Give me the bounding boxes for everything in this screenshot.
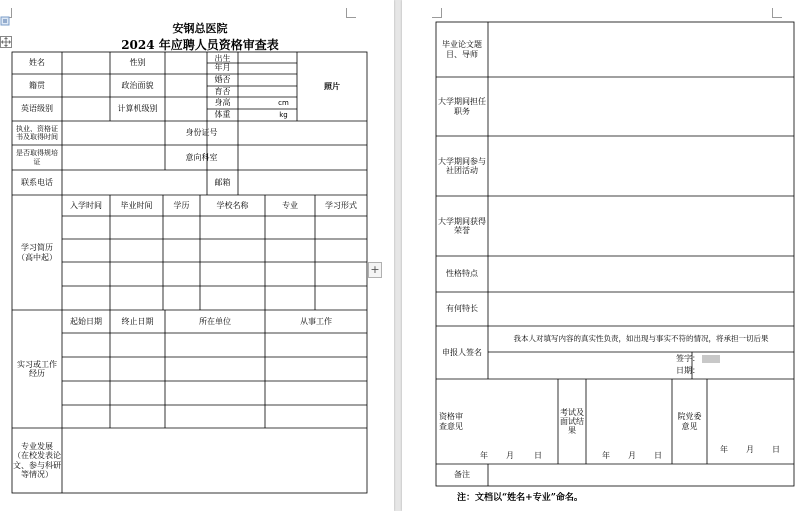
label-college-positions: 大学期间担任 职务 [438,97,486,116]
label-birth: 出生 年月 [214,53,231,72]
label-phone: 联系电话 [21,177,53,187]
work-header-end: 终止日期 [121,316,154,326]
dept-intent-field[interactable] [238,145,367,170]
date-month-2: 月 [628,451,636,461]
date-year-3: 年 [720,445,728,455]
work-header-start: 起始日期 [70,316,102,326]
date-month-1: 月 [506,451,514,461]
club-activities-field[interactable] [488,136,794,196]
date-field[interactable] [702,365,742,377]
label-professional-development: 专业发展 （在校发表论 文、参与科研 等情况） [13,442,61,479]
label-thesis: 毕业论文题 目、导师 [442,40,482,59]
study-header-school: 学校名称 [216,200,249,210]
work-header-duty: 从事工作 [300,316,332,326]
label-remarks: 备注 [454,470,470,480]
college-positions-field[interactable] [488,77,794,136]
phone-field[interactable] [62,170,207,195]
label-club-activities: 大学期间参与 社团活动 [438,156,486,175]
document-page-2 [402,0,800,511]
label-id-number: 身份证号 [185,128,218,138]
computer-level-field[interactable] [165,97,207,121]
label-dept-intent: 意向科室 [185,152,218,162]
study-history-entries[interactable] [62,216,367,310]
label-computer-level: 计算机级别 [117,104,158,114]
label-email: 邮箱 [214,177,231,187]
label-work-history: 实习或工作 经历 [17,359,57,378]
date-year-2: 年 [602,451,610,461]
id-number-field[interactable] [238,121,367,145]
label-political-status: 政治面貌 [121,80,154,90]
naming-note: 注：文档以“姓名+专业”命名。 [457,493,583,503]
label-study-history: 学习简历 （高中起） [17,243,57,262]
label-gender: 性别 [129,58,146,68]
hospital-title: 安钢总医院 [172,22,228,35]
native-place-field[interactable] [62,74,110,97]
photo-box[interactable]: 照片 [324,81,340,91]
personality-field[interactable] [488,256,794,292]
form-title: 2024 年应聘人员资格审查表 [121,38,279,52]
label-english-level: 英语级别 [21,104,53,114]
weight-unit: kg [279,110,288,119]
document-page-1 [0,0,394,511]
english-level-field[interactable] [62,97,110,121]
remarks-field[interactable] [488,464,794,486]
height-unit: cm [278,98,289,107]
label-native-place: 籍贯 [29,80,45,90]
license-field[interactable] [62,121,165,145]
professional-development-field[interactable] [62,428,367,493]
study-header-mode: 学习形式 [325,200,357,210]
date-day-2: 日 [654,451,662,461]
date-day-3: 日 [772,445,780,455]
add-row-button[interactable]: + [368,262,382,278]
signature-field[interactable] [702,355,720,363]
date-year-1: 年 [480,451,488,461]
thesis-field[interactable] [488,22,794,77]
label-exam-result: 考试及 面试结 果 [560,407,584,436]
work-history-entries[interactable] [62,333,367,428]
label-height: 身高 [214,98,231,108]
label-party-committee: 院党委 意见 [677,412,702,431]
name-field[interactable] [62,52,110,74]
label-personality: 性格特点 [446,269,478,279]
label-qualification-review: 资格审 查意见 [439,412,463,431]
honors-field[interactable] [488,196,794,256]
study-header-end: 毕业时间 [120,200,153,210]
residency-cert-field[interactable] [62,145,165,170]
label-residency-cert: 是否取得规培 证 [16,149,58,166]
gender-field[interactable] [165,52,207,74]
study-header-start: 入学时间 [70,200,102,210]
work-header-employer: 所在单位 [199,316,231,326]
date-day-1: 日 [534,451,542,461]
label-specialties: 有何特长 [446,304,478,314]
label-married: 婚否 [214,75,231,85]
label-date: 日期： [676,366,700,376]
label-license-time: 执业、资格证 书及取得时间 [16,124,58,141]
label-signature: 签字： [676,353,700,363]
label-fertility: 育否 [214,86,231,96]
date-month-3: 月 [746,445,754,455]
political-status-field[interactable] [165,74,207,97]
label-weight: 体重 [214,110,231,120]
study-header-degree: 学历 [173,200,190,210]
label-applicant-sign: 申报人签名 [442,347,482,357]
label-name: 姓名 [29,58,45,68]
label-honors: 大学期间获得 荣誉 [438,216,486,235]
specialties-field[interactable] [488,292,794,326]
birth-field[interactable] [238,52,297,74]
study-header-major: 专业 [282,200,298,210]
email-field[interactable] [238,170,367,195]
declaration-text: 我本人对填写内容的真实性负责，如出现与事实不符的情况，将承担一切后果 [513,333,769,343]
